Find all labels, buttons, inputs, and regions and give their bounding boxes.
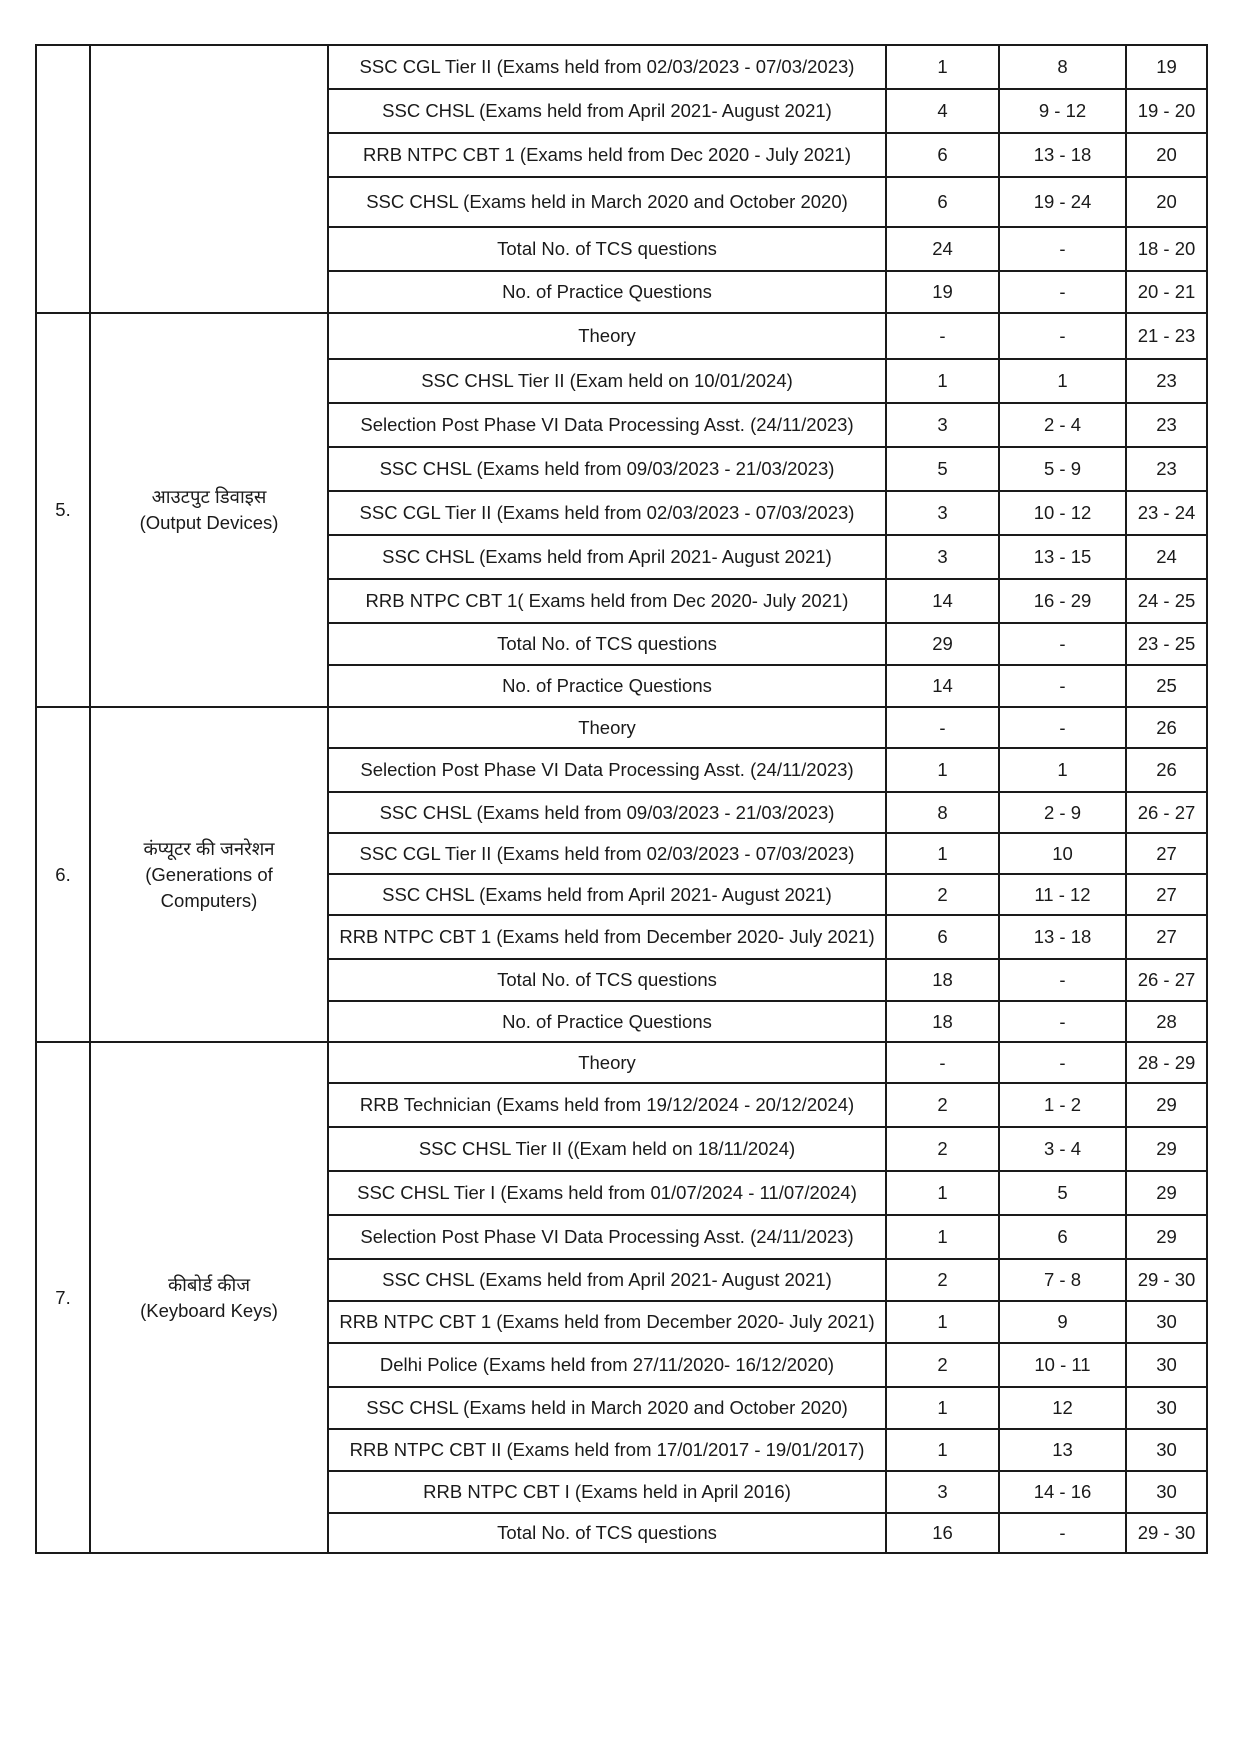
question-range: -: [999, 1513, 1126, 1553]
question-count: 3: [886, 491, 999, 535]
question-range: 13: [999, 1429, 1126, 1471]
exam-source: SSC CGL Tier II (Exams held from 02/03/2023 - 07/03/2023): [328, 833, 886, 874]
page-range: 30: [1126, 1301, 1207, 1343]
question-count: 3: [886, 535, 999, 579]
question-count: 14: [886, 665, 999, 707]
section-serial: 5.: [36, 313, 90, 707]
question-count: 2: [886, 1259, 999, 1301]
exam-source: SSC CHSL (Exams held from 09/03/2023 - 21/03/2023): [328, 792, 886, 833]
exam-source: No. of Practice Questions: [328, 665, 886, 707]
page-range: 20 - 21: [1126, 271, 1207, 313]
page-range: 29 - 30: [1126, 1513, 1207, 1553]
section-serial: 6.: [36, 707, 90, 1042]
question-count: 8: [886, 792, 999, 833]
question-range: 6: [999, 1215, 1126, 1259]
exam-source: RRB NTPC CBT II (Exams held from 17/01/2017 - 19/01/2017): [328, 1429, 886, 1471]
contents-table: [35, 44, 1208, 1554]
table-row: [36, 45, 1207, 89]
question-count: -: [886, 1042, 999, 1083]
question-count: 6: [886, 177, 999, 227]
question-count: 2: [886, 874, 999, 915]
question-range: -: [999, 623, 1126, 665]
page-range: 27: [1126, 874, 1207, 915]
chapter-name-english: (Generations of Computers): [145, 863, 273, 911]
contents-table-body: [36, 45, 1207, 1553]
question-range: -: [999, 1042, 1126, 1083]
page-range: 30: [1126, 1387, 1207, 1429]
page-range: 24: [1126, 535, 1207, 579]
exam-source: Total No. of TCS questions: [328, 959, 886, 1001]
question-range: 7 - 8: [999, 1259, 1126, 1301]
exam-source: Delhi Police (Exams held from 27/11/2020- 16/12/2020): [328, 1343, 886, 1387]
question-count: 6: [886, 133, 999, 177]
chapter-name: [90, 313, 328, 707]
exam-source: Total No. of TCS questions: [328, 1513, 886, 1553]
exam-source: SSC CHSL (Exams held in March 2020 and October 2020): [328, 177, 886, 227]
page-range: 27: [1126, 915, 1207, 959]
exam-source: Total No. of TCS questions: [328, 623, 886, 665]
chapter-name-english: (Output Devices): [139, 512, 279, 533]
question-count: 4: [886, 89, 999, 133]
chapter-name: [90, 707, 328, 1042]
exam-source: RRB NTPC CBT 1 (Exams held from December 2020- July 2021): [328, 1301, 886, 1343]
page-range: 29: [1126, 1171, 1207, 1215]
table-row: [36, 313, 1207, 359]
question-count: 24: [886, 227, 999, 271]
exam-source: SSC CHSL (Exams held from April 2021- August 2021): [328, 535, 886, 579]
exam-source: SSC CHSL Tier II (Exam held on 10/01/2024): [328, 359, 886, 403]
page-range: 26: [1126, 707, 1207, 748]
page-range: 25: [1126, 665, 1207, 707]
chapter-name-english: (Keyboard Keys): [140, 1299, 278, 1321]
table-row: [36, 707, 1207, 748]
exam-source: SSC CHSL (Exams held in March 2020 and October 2020): [328, 1387, 886, 1429]
question-count: 1: [886, 1429, 999, 1471]
question-count: 3: [886, 403, 999, 447]
question-range: 13 - 18: [999, 133, 1126, 177]
exam-source: SSC CHSL (Exams held from April 2021- August 2021): [328, 1259, 886, 1301]
exam-source: Theory: [328, 313, 886, 359]
question-range: 5: [999, 1171, 1126, 1215]
question-range: -: [999, 271, 1126, 313]
question-count: 1: [886, 1215, 999, 1259]
question-range: 13 - 18: [999, 915, 1126, 959]
question-range: 14 - 16: [999, 1471, 1126, 1513]
page-range: 29: [1126, 1127, 1207, 1171]
question-count: -: [886, 707, 999, 748]
question-range: 1: [999, 748, 1126, 792]
exam-source: SSC CHSL (Exams held from April 2021- August 2021): [328, 89, 886, 133]
section-serial: 7.: [36, 1042, 90, 1553]
question-count: 6: [886, 915, 999, 959]
exam-source: SSC CGL Tier II (Exams held from 02/03/2023 - 07/03/2023): [328, 45, 886, 89]
question-range: 16 - 29: [999, 579, 1126, 623]
question-range: 11 - 12: [999, 874, 1126, 915]
exam-source: RRB NTPC CBT 1 (Exams held from December 2020- July 2021): [328, 915, 886, 959]
page-range: 20: [1126, 177, 1207, 227]
question-count: 1: [886, 359, 999, 403]
page-range: 28 - 29: [1126, 1042, 1207, 1083]
question-count: 1: [886, 45, 999, 89]
page-range: 23: [1126, 403, 1207, 447]
page-range: 27: [1126, 833, 1207, 874]
question-range: 5 - 9: [999, 447, 1126, 491]
question-range: 10 - 12: [999, 491, 1126, 535]
question-range: 2 - 9: [999, 792, 1126, 833]
question-range: 12: [999, 1387, 1126, 1429]
question-range: 8: [999, 45, 1126, 89]
question-count: 14: [886, 579, 999, 623]
page-range: 19: [1126, 45, 1207, 89]
exam-source: No. of Practice Questions: [328, 271, 886, 313]
question-count: 19: [886, 271, 999, 313]
page-range: 19 - 20: [1126, 89, 1207, 133]
question-range: 10: [999, 833, 1126, 874]
section-serial: [36, 45, 90, 313]
page-range: 21 - 23: [1126, 313, 1207, 359]
page-range: 29 - 30: [1126, 1259, 1207, 1301]
chapter-name: [90, 1042, 328, 1553]
exam-source: SSC CHSL (Exams held from April 2021- August 2021): [328, 874, 886, 915]
question-range: 2 - 4: [999, 403, 1126, 447]
question-count: -: [886, 313, 999, 359]
chapter-name-hindi: कीबोर्ड कीज: [167, 1273, 251, 1295]
question-range: 19 - 24: [999, 177, 1126, 227]
exam-source: RRB NTPC CBT 1( Exams held from Dec 2020- July 2021): [328, 579, 886, 623]
page-range: 30: [1126, 1429, 1207, 1471]
question-range: 10 - 11: [999, 1343, 1126, 1387]
exam-source: No. of Practice Questions: [328, 1001, 886, 1042]
question-count: 2: [886, 1083, 999, 1127]
question-range: -: [999, 959, 1126, 1001]
page-range: 18 - 20: [1126, 227, 1207, 271]
question-count: 16: [886, 1513, 999, 1553]
exam-source: RRB NTPC CBT 1 (Exams held from Dec 2020 - July 2021): [328, 133, 886, 177]
question-count: 2: [886, 1343, 999, 1387]
question-range: -: [999, 227, 1126, 271]
page-range: 30: [1126, 1343, 1207, 1387]
question-count: 2: [886, 1127, 999, 1171]
page-range: 28: [1126, 1001, 1207, 1042]
chapter-name-hindi: आउटपुट डिवाइस: [151, 486, 267, 507]
question-range: 9 - 12: [999, 89, 1126, 133]
question-range: -: [999, 313, 1126, 359]
exam-source: SSC CHSL Tier I (Exams held from 01/07/2024 - 11/07/2024): [328, 1171, 886, 1215]
exam-source: RRB NTPC CBT I (Exams held in April 2016): [328, 1471, 886, 1513]
page-range: 30: [1126, 1471, 1207, 1513]
question-count: 18: [886, 1001, 999, 1042]
page-range: 29: [1126, 1083, 1207, 1127]
exam-source: SSC CGL Tier II (Exams held from 02/03/2023 - 07/03/2023): [328, 491, 886, 535]
table-row: [36, 1042, 1207, 1083]
page-range: 23 - 25: [1126, 623, 1207, 665]
exam-source: Selection Post Phase VI Data Processing Asst. (24/11/2023): [328, 403, 886, 447]
question-range: 3 - 4: [999, 1127, 1126, 1171]
question-count: 1: [886, 1171, 999, 1215]
page-range: 23: [1126, 359, 1207, 403]
question-range: 9: [999, 1301, 1126, 1343]
question-range: 1: [999, 359, 1126, 403]
question-count: 1: [886, 1387, 999, 1429]
page-range: 29: [1126, 1215, 1207, 1259]
chapter-name-hindi: कंप्यूटर की जनरेशन: [143, 837, 275, 859]
page-range: 20: [1126, 133, 1207, 177]
page-range: 23: [1126, 447, 1207, 491]
chapter-name: [90, 45, 328, 313]
question-range: 13 - 15: [999, 535, 1126, 579]
question-range: -: [999, 707, 1126, 748]
exam-source: Total No. of TCS questions: [328, 227, 886, 271]
page-range: 24 - 25: [1126, 579, 1207, 623]
exam-source: Selection Post Phase VI Data Processing Asst. (24/11/2023): [328, 1215, 886, 1259]
question-count: 18: [886, 959, 999, 1001]
page-range: 26: [1126, 748, 1207, 792]
exam-source: RRB Technician (Exams held from 19/12/2024 - 20/12/2024): [328, 1083, 886, 1127]
question-range: 1 - 2: [999, 1083, 1126, 1127]
exam-source: SSC CHSL Tier II ((Exam held on 18/11/2024): [328, 1127, 886, 1171]
page-range: 26 - 27: [1126, 959, 1207, 1001]
question-count: 1: [886, 833, 999, 874]
exam-source: SSC CHSL (Exams held from 09/03/2023 - 21/03/2023): [328, 447, 886, 491]
question-range: -: [999, 1001, 1126, 1042]
question-count: 29: [886, 623, 999, 665]
exam-source: Selection Post Phase VI Data Processing Asst. (24/11/2023): [328, 748, 886, 792]
question-count: 1: [886, 748, 999, 792]
page-range: 23 - 24: [1126, 491, 1207, 535]
question-count: 1: [886, 1301, 999, 1343]
question-count: 3: [886, 1471, 999, 1513]
page-range: 26 - 27: [1126, 792, 1207, 833]
question-count: 5: [886, 447, 999, 491]
exam-source: Theory: [328, 1042, 886, 1083]
exam-source: Theory: [328, 707, 886, 748]
question-range: -: [999, 665, 1126, 707]
